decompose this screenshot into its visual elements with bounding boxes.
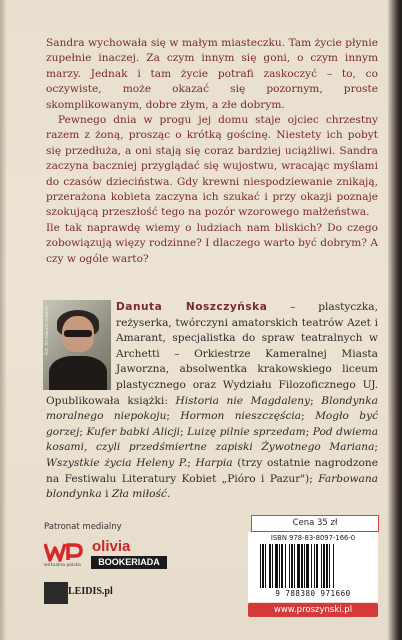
barcode-bar [260,544,261,588]
barcode-bar [297,544,300,588]
book-title: Pod dwiema kosami, czyli przedśmiertne zapiski Żywotnego Mariana [46,425,379,454]
barcode-bar [301,544,303,588]
barcode-bar [314,544,315,588]
wp-subtitle: wirtualna polska [44,563,81,568]
book-title: Hormon nieszczęścia [180,410,302,423]
bookeriada-logo: BOOKERIADA [91,556,167,569]
barcode-bar [304,544,305,588]
barcode-bar [311,544,312,588]
leidis-logo-mark [44,582,68,604]
book-title: Luizę pilnie sprzedam [187,425,306,438]
isbn-text: ISBN 978-83-8097-166-0 [270,534,356,542]
barcode-bar [306,544,309,588]
price-box: Cena 35 zł [251,515,379,532]
barcode-bar [321,544,322,588]
publisher-url: www.proszynski.pl [248,603,378,617]
barcode-bar [275,544,278,588]
barcode-bar [289,544,290,588]
barcode-bars [258,544,368,588]
author-name: Danuta Noszczyńska [116,301,268,313]
blurb-paragraph-2: Pewnego dnia w progu jej domu staje ojciec chrzestny razem z żoną, prosząc o krótką gościnę. Niestety ich pobyt się przedłuża, a oni stają się coraz bardziej uciążliwi. Sandra zaczyna baczniej przyglądać się wujostwu, wracając myślami do czasów dzieciństwa. Gdy krewni niespodziewanie znikają, przerażona kobieta zaczyna ich szukać i przy okazji poznaje szokującą przeszłość tego na pozór wzorowego małżeństwa. [46,114,378,219]
book-title: Zła miłość [111,488,167,501]
barcode-bar [265,544,266,588]
barcode-bar [269,544,271,588]
barcode-bar [326,544,328,588]
barcode-bar [323,544,325,588]
barcode-bar [279,544,280,588]
right-edge-shadow [388,0,402,640]
blurb-paragraph-1: Sandra wychowała się w małym miasteczku. Tam życie płynie zupełnie inaczej. Za czym innym się goni, o czym innym marzy. Jednak i tam życie potrafi zaskoczyć – to, co oczywiste, może okazać się pozornym, proste skomplikowanym, dobre złym, a złe dobrym. [46,37,378,111]
olivia-logo: olivia [92,538,131,555]
photo-credit: Fot. Archiwum autorki [45,306,50,356]
book-title: Harpia [195,456,233,469]
blurb-text [46,36,378,267]
book-title: Mogło być gorzej [46,410,379,438]
isbn-barcode [248,532,378,602]
blurb-paragraph-3: Ile tak naprawdę wiemy o ludziach nam bliskich? Do czego zobowiązują więzy rodzinne? I dlaczego warto być dobrym? A czy w ogóle warto? [46,221,378,265]
leidis-logo: LEIDIS.pl [68,586,113,597]
barcode-bar [316,544,318,588]
barcode-bar [262,544,264,588]
book-title: Historia nie Magdaleny [175,394,311,407]
author-bio: Danuta Noszczyńska – plastyczka, reżyserka, twórczyni amatorskich teatrów Azet i Amarant, specjalistka do spraw teatralnych w Archetti – Orkiestrze Kameralnej Miasta Jaworzna, absolwentka krakowskiego liceum plastycznego oraz Wydziału Filozoficznego UJ. Opublikowała książki: Historia nie Magdaleny; Blondynka moralnego niepokoju; Hormon nieszczęścia; Mogło być gorzej; Kufer babki Alicji; Luizę pilnie sprzedam; Pod dwiema kosami, czyli przedśmiertne zapiski Żywotnego Mariana; Wszystkie życia Heleny P.; Harpia (trzy ostatnie nagrodzone na Festiwalu Literatury Kobiet „Pióro i Pazur"); Farbowana blondynka i Zła miłość. [46,301,379,501]
barcode-number: 9 788380 971660 [275,589,351,598]
barcode-bar [272,544,273,588]
barcode-bar [329,544,330,588]
wp-logo [44,541,84,563]
barcode-bar [333,544,334,588]
book-title: Kufer babki Alicji [86,425,181,438]
left-edge [0,0,6,640]
book-title: Blondynka moralnego niepokoju [46,394,378,423]
media-patronage-label: Patronat medialny [44,522,122,532]
barcode-bar [285,544,286,588]
barcode-bar [294,544,295,588]
barcode-bar [281,544,283,588]
barcode-bar [291,544,293,588]
book-title: Farbowana blondynka [46,472,378,501]
book-title: Wszystkie życia Heleny P. [46,456,188,469]
